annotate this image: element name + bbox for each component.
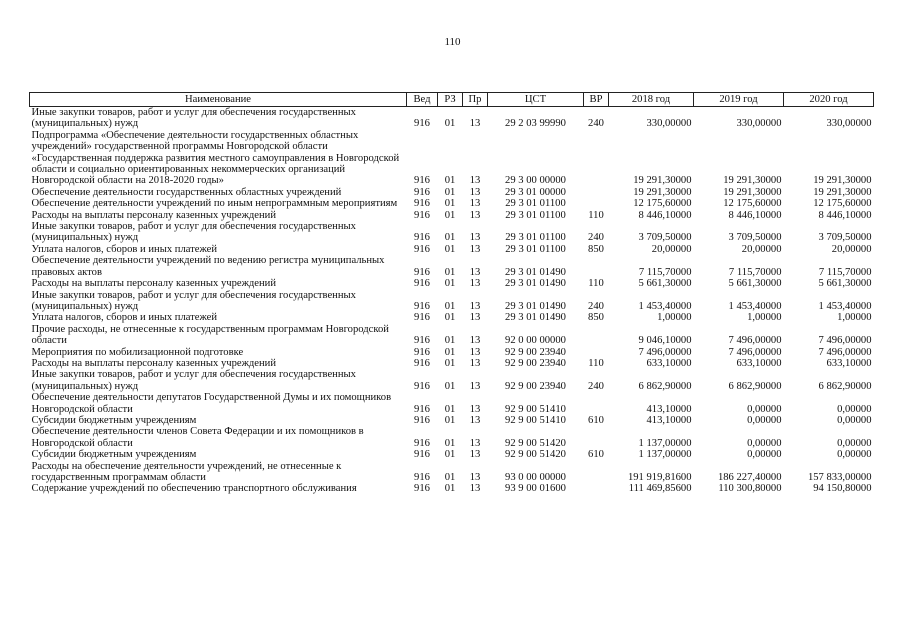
row-ved: 916 bbox=[414, 403, 430, 415]
row-vr: 110 bbox=[588, 278, 604, 290]
row-2019: 7 496,00000 bbox=[728, 335, 782, 347]
row-2018: 3 709,50000 bbox=[638, 232, 692, 244]
row-cst: 29 3 01 01490 bbox=[505, 312, 566, 324]
row-name: Иные закупки товаров, работ и услуг для обеспечения государственных (муниципальных) нужд bbox=[31, 107, 356, 130]
row-2018: 191 919,81600 bbox=[627, 472, 692, 483]
row-2020: 0,00000 bbox=[837, 403, 872, 415]
row-rz: 01 bbox=[444, 335, 456, 347]
row-rz: 01 bbox=[444, 437, 456, 449]
row-2018: 1 137,00000 bbox=[638, 437, 692, 449]
table-row bbox=[30, 392, 874, 415]
row-2019: 8 446,10000 bbox=[728, 209, 782, 221]
row-2019: 6 862,90000 bbox=[728, 380, 782, 392]
table-row bbox=[30, 187, 874, 198]
header-2019: 2019 год bbox=[694, 93, 784, 107]
row-name: Уплата налогов, сборов и иных платежей bbox=[31, 312, 218, 324]
row-vr bbox=[584, 426, 609, 449]
row-vr: 850 bbox=[588, 312, 604, 324]
row-rz: 01 bbox=[444, 414, 456, 426]
row-pr: 13 bbox=[469, 449, 481, 461]
row-pr: 13 bbox=[469, 335, 481, 347]
table-row bbox=[30, 290, 874, 313]
row-rz: 01 bbox=[444, 380, 456, 392]
row-ved: 916 bbox=[414, 186, 430, 198]
row-rz: 01 bbox=[444, 312, 456, 324]
row-vr bbox=[584, 255, 609, 278]
row-pr: 13 bbox=[469, 118, 481, 130]
table-row bbox=[30, 358, 874, 369]
row-rz: 01 bbox=[444, 483, 456, 495]
row-pr: 13 bbox=[469, 483, 481, 495]
row-pr: 13 bbox=[469, 243, 481, 255]
row-rz: 01 bbox=[444, 118, 456, 130]
row-2020: 330,00000 bbox=[826, 118, 872, 130]
row-pr: 13 bbox=[469, 403, 481, 415]
row-cst: 92 9 00 23940 bbox=[505, 357, 566, 369]
header-2020: 2020 год bbox=[784, 93, 874, 107]
row-2020: 0,00000 bbox=[837, 449, 872, 461]
row-2019: 12 175,60000 bbox=[723, 198, 782, 210]
row-2020: 1,00000 bbox=[837, 312, 872, 324]
row-2018: 7 115,70000 bbox=[638, 266, 692, 278]
row-pr: 13 bbox=[469, 472, 481, 483]
row-2020: 157 833,00000 bbox=[807, 472, 872, 483]
row-vr: 240 bbox=[588, 380, 604, 392]
row-pr: 13 bbox=[469, 175, 481, 187]
row-2020: 5 661,30000 bbox=[818, 278, 872, 290]
row-2018: 413,10000 bbox=[646, 403, 692, 415]
row-2020: 20,00000 bbox=[831, 243, 872, 255]
row-ved: 916 bbox=[414, 335, 430, 347]
row-2020: 12 175,60000 bbox=[813, 198, 872, 210]
row-pr: 13 bbox=[469, 437, 481, 449]
row-rz: 01 bbox=[444, 198, 456, 210]
row-vr: 850 bbox=[588, 243, 604, 255]
row-cst: 29 3 01 01490 bbox=[505, 300, 566, 312]
row-2020: 0,00000 bbox=[837, 414, 872, 426]
row-pr: 13 bbox=[469, 300, 481, 312]
budget-table bbox=[29, 92, 874, 495]
table-row bbox=[30, 483, 874, 494]
header-2018: 2018 год bbox=[609, 93, 694, 107]
row-rz: 01 bbox=[444, 175, 456, 187]
row-ved: 916 bbox=[414, 472, 430, 483]
row-2019: 1 453,40000 bbox=[728, 300, 782, 312]
table-row bbox=[30, 244, 874, 255]
page-number: 110 bbox=[444, 36, 461, 48]
row-cst: 92 9 00 23940 bbox=[505, 380, 566, 392]
row-cst: 29 3 01 01100 bbox=[505, 198, 566, 210]
row-vr bbox=[584, 130, 609, 187]
row-cst: 29 3 01 01100 bbox=[505, 209, 566, 221]
row-cst: 29 3 01 01490 bbox=[505, 266, 566, 278]
row-rz: 01 bbox=[444, 278, 456, 290]
row-2019: 0,00000 bbox=[747, 449, 782, 461]
row-vr bbox=[584, 324, 609, 347]
row-2019: 110 300,80000 bbox=[718, 483, 782, 495]
row-vr: 240 bbox=[588, 232, 604, 244]
row-vr bbox=[584, 347, 609, 358]
table-row bbox=[30, 324, 874, 347]
row-cst: 29 3 00 00000 bbox=[505, 175, 566, 187]
row-ved: 916 bbox=[414, 300, 430, 312]
row-name: Иные закупки товаров, работ и услуг для обеспечения государственных (муниципальных) нужд bbox=[31, 289, 356, 312]
row-cst: 92 9 00 51410 bbox=[505, 403, 566, 415]
row-ved: 916 bbox=[414, 209, 430, 221]
row-2018: 111 469,85600 bbox=[628, 483, 692, 495]
header-pr: Пр bbox=[463, 93, 488, 107]
row-cst: 92 9 00 51420 bbox=[505, 449, 566, 461]
row-ved: 916 bbox=[414, 346, 430, 358]
row-vr: 110 bbox=[588, 209, 604, 221]
row-2018: 330,00000 bbox=[646, 118, 692, 130]
table-row bbox=[30, 461, 874, 484]
row-2018: 8 446,10000 bbox=[638, 209, 692, 221]
row-ved: 916 bbox=[414, 380, 430, 392]
row-ved: 916 bbox=[414, 437, 430, 449]
row-pr: 13 bbox=[469, 232, 481, 244]
row-vr: 110 bbox=[588, 357, 604, 369]
table-row bbox=[30, 107, 874, 130]
row-pr: 13 bbox=[469, 186, 481, 198]
row-2019: 19 291,30000 bbox=[723, 175, 782, 187]
row-name: Иные закупки товаров, работ и услуг для обеспечения государственных (муниципальных) нужд bbox=[31, 221, 356, 244]
row-2020: 0,00000 bbox=[837, 437, 872, 449]
row-ved: 916 bbox=[414, 414, 430, 426]
row-2020: 6 862,90000 bbox=[818, 380, 872, 392]
row-name: Расходы на выплаты персоналу казенных учреждений bbox=[31, 278, 276, 290]
row-2018: 1 453,40000 bbox=[638, 300, 692, 312]
table-row bbox=[30, 426, 874, 449]
row-pr: 13 bbox=[469, 346, 481, 358]
row-pr: 13 bbox=[469, 414, 481, 426]
row-2018: 1 137,00000 bbox=[638, 449, 692, 461]
row-2019: 1,00000 bbox=[747, 312, 782, 324]
row-ved: 916 bbox=[414, 175, 430, 187]
table-row bbox=[30, 347, 874, 358]
row-2018: 20,00000 bbox=[651, 243, 692, 255]
table-row bbox=[30, 255, 874, 278]
row-name: Расходы на выплаты персоналу казенных учреждений bbox=[31, 209, 276, 221]
row-2020: 19 291,30000 bbox=[813, 186, 872, 198]
row-2018: 6 862,90000 bbox=[638, 380, 692, 392]
row-ved: 916 bbox=[414, 449, 430, 461]
row-vr bbox=[584, 461, 609, 484]
table-header-row bbox=[30, 93, 874, 107]
row-2020: 8 446,10000 bbox=[818, 209, 872, 221]
row-name: Обеспечение деятельности учреждений по ведению регистра муниципальных правовых актов bbox=[31, 255, 385, 278]
row-name: Иные закупки товаров, работ и услуг для обеспечения государственных (муниципальных) нужд bbox=[31, 369, 356, 392]
row-vr: 240 bbox=[588, 118, 604, 130]
table-row bbox=[30, 130, 874, 187]
header-vr: ВР bbox=[584, 93, 609, 107]
row-2019: 5 661,30000 bbox=[728, 278, 782, 290]
row-2019: 20,00000 bbox=[741, 243, 782, 255]
row-name: Мероприятия по мобилизационной подготовке bbox=[31, 346, 244, 358]
row-2019: 633,10000 bbox=[736, 357, 782, 369]
row-cst: 29 3 01 01490 bbox=[505, 278, 566, 290]
row-2019: 3 709,50000 bbox=[728, 232, 782, 244]
row-2020: 1 453,40000 bbox=[818, 300, 872, 312]
table-row bbox=[30, 415, 874, 426]
table-row bbox=[30, 449, 874, 460]
row-vr bbox=[584, 187, 609, 198]
row-cst: 92 9 00 51420 bbox=[505, 437, 566, 449]
row-rz: 01 bbox=[444, 357, 456, 369]
row-cst: 93 9 00 01600 bbox=[505, 483, 566, 495]
row-name: Уплата налогов, сборов и иных платежей bbox=[31, 243, 218, 255]
row-pr: 13 bbox=[469, 380, 481, 392]
row-vr bbox=[584, 198, 609, 209]
table-row bbox=[30, 210, 874, 221]
row-rz: 01 bbox=[444, 403, 456, 415]
row-vr bbox=[584, 483, 609, 494]
row-cst: 92 0 00 00000 bbox=[505, 335, 566, 347]
row-ved: 916 bbox=[414, 483, 430, 495]
table-row bbox=[30, 369, 874, 392]
row-name: Субсидии бюджетным учреждениям bbox=[31, 414, 197, 426]
row-vr bbox=[584, 392, 609, 415]
row-cst: 29 3 01 01100 bbox=[505, 243, 566, 255]
row-pr: 13 bbox=[469, 209, 481, 221]
row-name: Обеспечение деятельности членов Совета Федерации и их помощников в Новгородской области bbox=[31, 426, 364, 449]
row-rz: 01 bbox=[444, 346, 456, 358]
row-2019: 0,00000 bbox=[747, 437, 782, 449]
row-2020: 94 150,80000 bbox=[813, 483, 872, 495]
row-2020: 19 291,30000 bbox=[813, 175, 872, 187]
row-cst: 29 3 01 01100 bbox=[505, 232, 566, 244]
row-ved: 916 bbox=[414, 198, 430, 210]
row-name: Подпрограмма «Обеспечение деятельности государственных областных учреждений» государственной программы Новгородской области «Государственная поддержка развития местного самоуправления в Новгородской области и социально ориентированных некоммерческих организаций Новгородской области на 2018-2020 годы» bbox=[31, 129, 400, 187]
row-rz: 01 bbox=[444, 209, 456, 221]
row-cst: 29 3 01 00000 bbox=[505, 186, 566, 198]
table-row bbox=[30, 312, 874, 323]
row-2020: 633,10000 bbox=[826, 357, 872, 369]
row-2018: 633,10000 bbox=[646, 357, 692, 369]
row-rz: 01 bbox=[444, 243, 456, 255]
row-cst: 93 0 00 00000 bbox=[505, 472, 566, 483]
header-cst: ЦСТ bbox=[488, 93, 584, 107]
row-rz: 01 bbox=[444, 186, 456, 198]
table-body bbox=[30, 107, 874, 495]
row-2019: 7 115,70000 bbox=[728, 266, 782, 278]
row-2018: 9 046,10000 bbox=[638, 335, 692, 347]
row-2020: 3 709,50000 bbox=[818, 232, 872, 244]
row-ved: 916 bbox=[414, 278, 430, 290]
row-2018: 5 661,30000 bbox=[638, 278, 692, 290]
row-pr: 13 bbox=[469, 357, 481, 369]
row-2020: 7 115,70000 bbox=[818, 266, 872, 278]
row-2018: 7 496,00000 bbox=[638, 346, 692, 358]
row-2019: 186 227,40000 bbox=[717, 472, 782, 483]
row-2019: 7 496,00000 bbox=[728, 346, 782, 358]
row-2019: 19 291,30000 bbox=[723, 186, 782, 198]
table-row bbox=[30, 278, 874, 289]
row-rz: 01 bbox=[444, 232, 456, 244]
row-2018: 19 291,30000 bbox=[633, 175, 692, 187]
row-2019: 330,00000 bbox=[736, 118, 782, 130]
row-2018: 1,00000 bbox=[657, 312, 692, 324]
row-ved: 916 bbox=[414, 118, 430, 130]
row-cst: 92 9 00 23940 bbox=[505, 346, 566, 358]
row-rz: 01 bbox=[444, 449, 456, 461]
row-pr: 13 bbox=[469, 266, 481, 278]
row-2019: 0,00000 bbox=[747, 414, 782, 426]
header-name: Наименование bbox=[30, 93, 407, 107]
row-2019: 0,00000 bbox=[747, 403, 782, 415]
table-row bbox=[30, 221, 874, 244]
header-rz: РЗ bbox=[438, 93, 463, 107]
row-pr: 13 bbox=[469, 312, 481, 324]
row-name: Обеспечение деятельности депутатов Государственной Думы и их помощников Новгородской области bbox=[31, 392, 392, 415]
row-pr: 13 bbox=[469, 198, 481, 210]
row-pr: 13 bbox=[469, 278, 481, 290]
row-rz: 01 bbox=[444, 266, 456, 278]
row-vr: 610 bbox=[588, 414, 604, 426]
row-2020: 7 496,00000 bbox=[818, 335, 872, 347]
row-2018: 413,10000 bbox=[646, 414, 692, 426]
table-row bbox=[30, 198, 874, 209]
row-rz: 01 bbox=[444, 472, 456, 483]
row-vr: 610 bbox=[588, 449, 604, 461]
row-cst: 29 2 03 99990 bbox=[505, 118, 566, 130]
row-name: Расходы на выплаты персоналу казенных учреждений bbox=[31, 357, 276, 369]
row-name: Субсидии бюджетным учреждениям bbox=[31, 449, 197, 461]
row-name: Обеспечение деятельности учреждений по иным непрограммным мероприятиям bbox=[31, 198, 398, 210]
row-cst: 92 9 00 51410 bbox=[505, 414, 566, 426]
row-ved: 916 bbox=[414, 243, 430, 255]
row-rz: 01 bbox=[444, 300, 456, 312]
row-2020: 7 496,00000 bbox=[818, 346, 872, 358]
row-name: Расходы на обеспечение деятельности учреждений, не отнесенные к государственным программам области bbox=[31, 460, 342, 483]
row-ved: 916 bbox=[414, 357, 430, 369]
row-name: Обеспечение деятельности государственных областных учреждений bbox=[31, 186, 342, 198]
row-ved: 916 bbox=[414, 266, 430, 278]
row-name: Содержание учреждений по обеспечению транспортного обслуживания bbox=[31, 483, 357, 495]
row-ved: 916 bbox=[414, 312, 430, 324]
row-ved: 916 bbox=[414, 232, 430, 244]
row-name: Прочие расходы, не отнесенные к государственным программам Новгородской области bbox=[31, 323, 389, 347]
header-ved: Вед bbox=[407, 93, 438, 107]
row-2018: 12 175,60000 bbox=[633, 198, 692, 210]
row-vr: 240 bbox=[588, 300, 604, 312]
row-2018: 19 291,30000 bbox=[633, 186, 692, 198]
